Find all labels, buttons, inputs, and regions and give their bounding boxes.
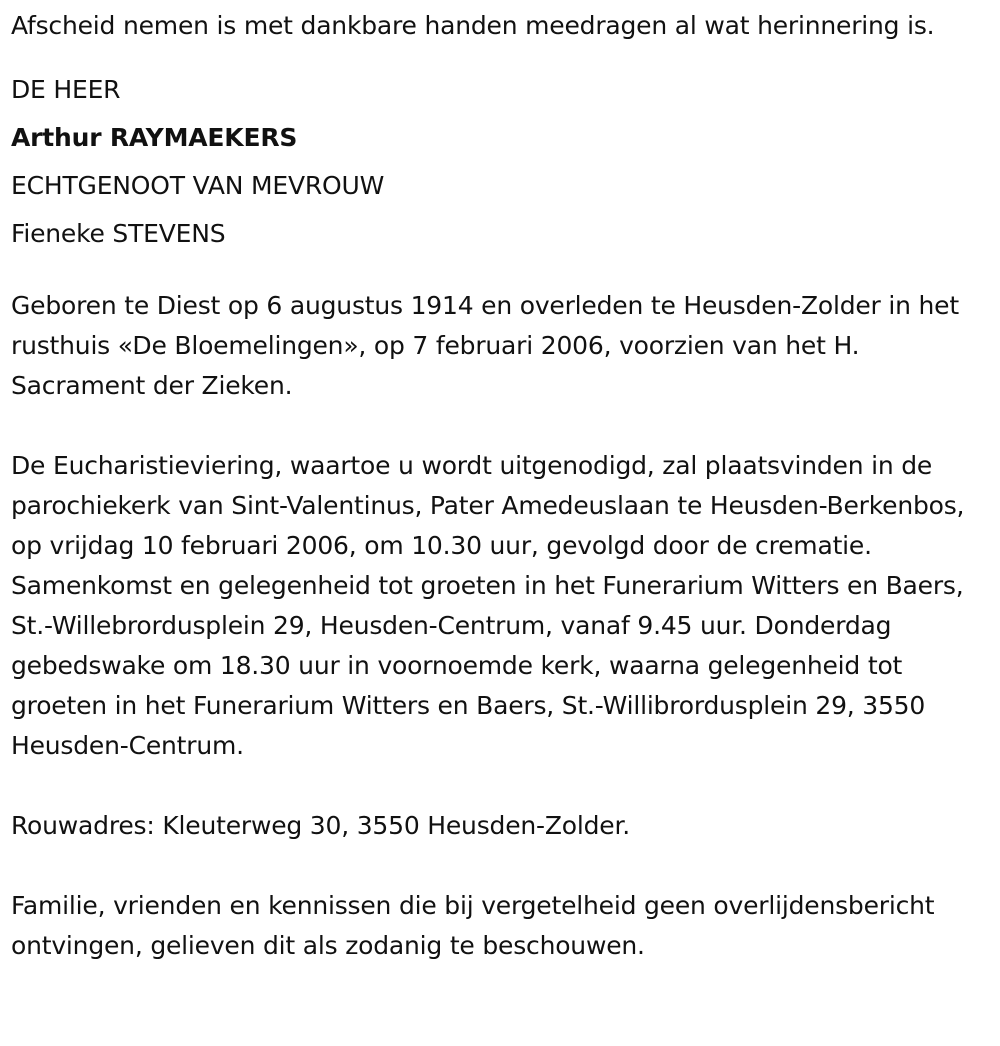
deceased-relation: ECHTGENOOT VAN MEVROUW xyxy=(11,171,385,200)
deceased-name xyxy=(11,114,984,162)
ceremony-paragraph: De Eucharistieviering, waartoe u wordt uitgenodigd, zal plaatsvinden in de parochiekerk van Sint-Valentinus, Pater Amedeuslaan te Heusden-Berkenbos, op vrijdag 10 februari 2006, om 10.30 uur, gevolgd door de crematie. Samenkomst en gelegenheid tot groeten in het Funerarium Witters en Baers, St.-Willebrordusplein 29, Heusden-Centrum, vanaf 9.45 uur. Donderdag gebedswake om 18.30 uur in voornoemde kerk, waarna gelegenheid tot groeten in het Funerarium Witters en Baers, St.-Willibrordusplein 29, 3550 Heusden-Centrum. xyxy=(11,451,965,760)
deceased-last-name: RAYMAEKERS xyxy=(109,123,298,152)
birth-death-paragraph: Geboren te Diest op 6 augustus 1914 en overleden te Heusden-Zolder in het rusthuis «De Bloemelingen», op 7 februari 2006, voorzien van het H. Sacrament der Zieken. xyxy=(11,291,959,400)
deceased-title: DE HEER xyxy=(11,75,121,104)
spouse-name: Fieneke STEVENS xyxy=(11,219,226,248)
deceased-first-name: Arthur xyxy=(11,123,102,152)
deceased-block xyxy=(11,66,984,258)
mourning-address: Rouwadres: Kleuterweg 30, 3550 Heusden-Zolder. xyxy=(11,811,630,840)
closing-paragraph: Familie, vrienden en kennissen die bij vergetelheid geen overlijdensbericht ontvingen, gelieven dit als zodanig te beschouwen. xyxy=(11,891,935,960)
intro-quote: Afscheid nemen is met dankbare handen meedragen al wat herinnering is. xyxy=(11,11,935,40)
